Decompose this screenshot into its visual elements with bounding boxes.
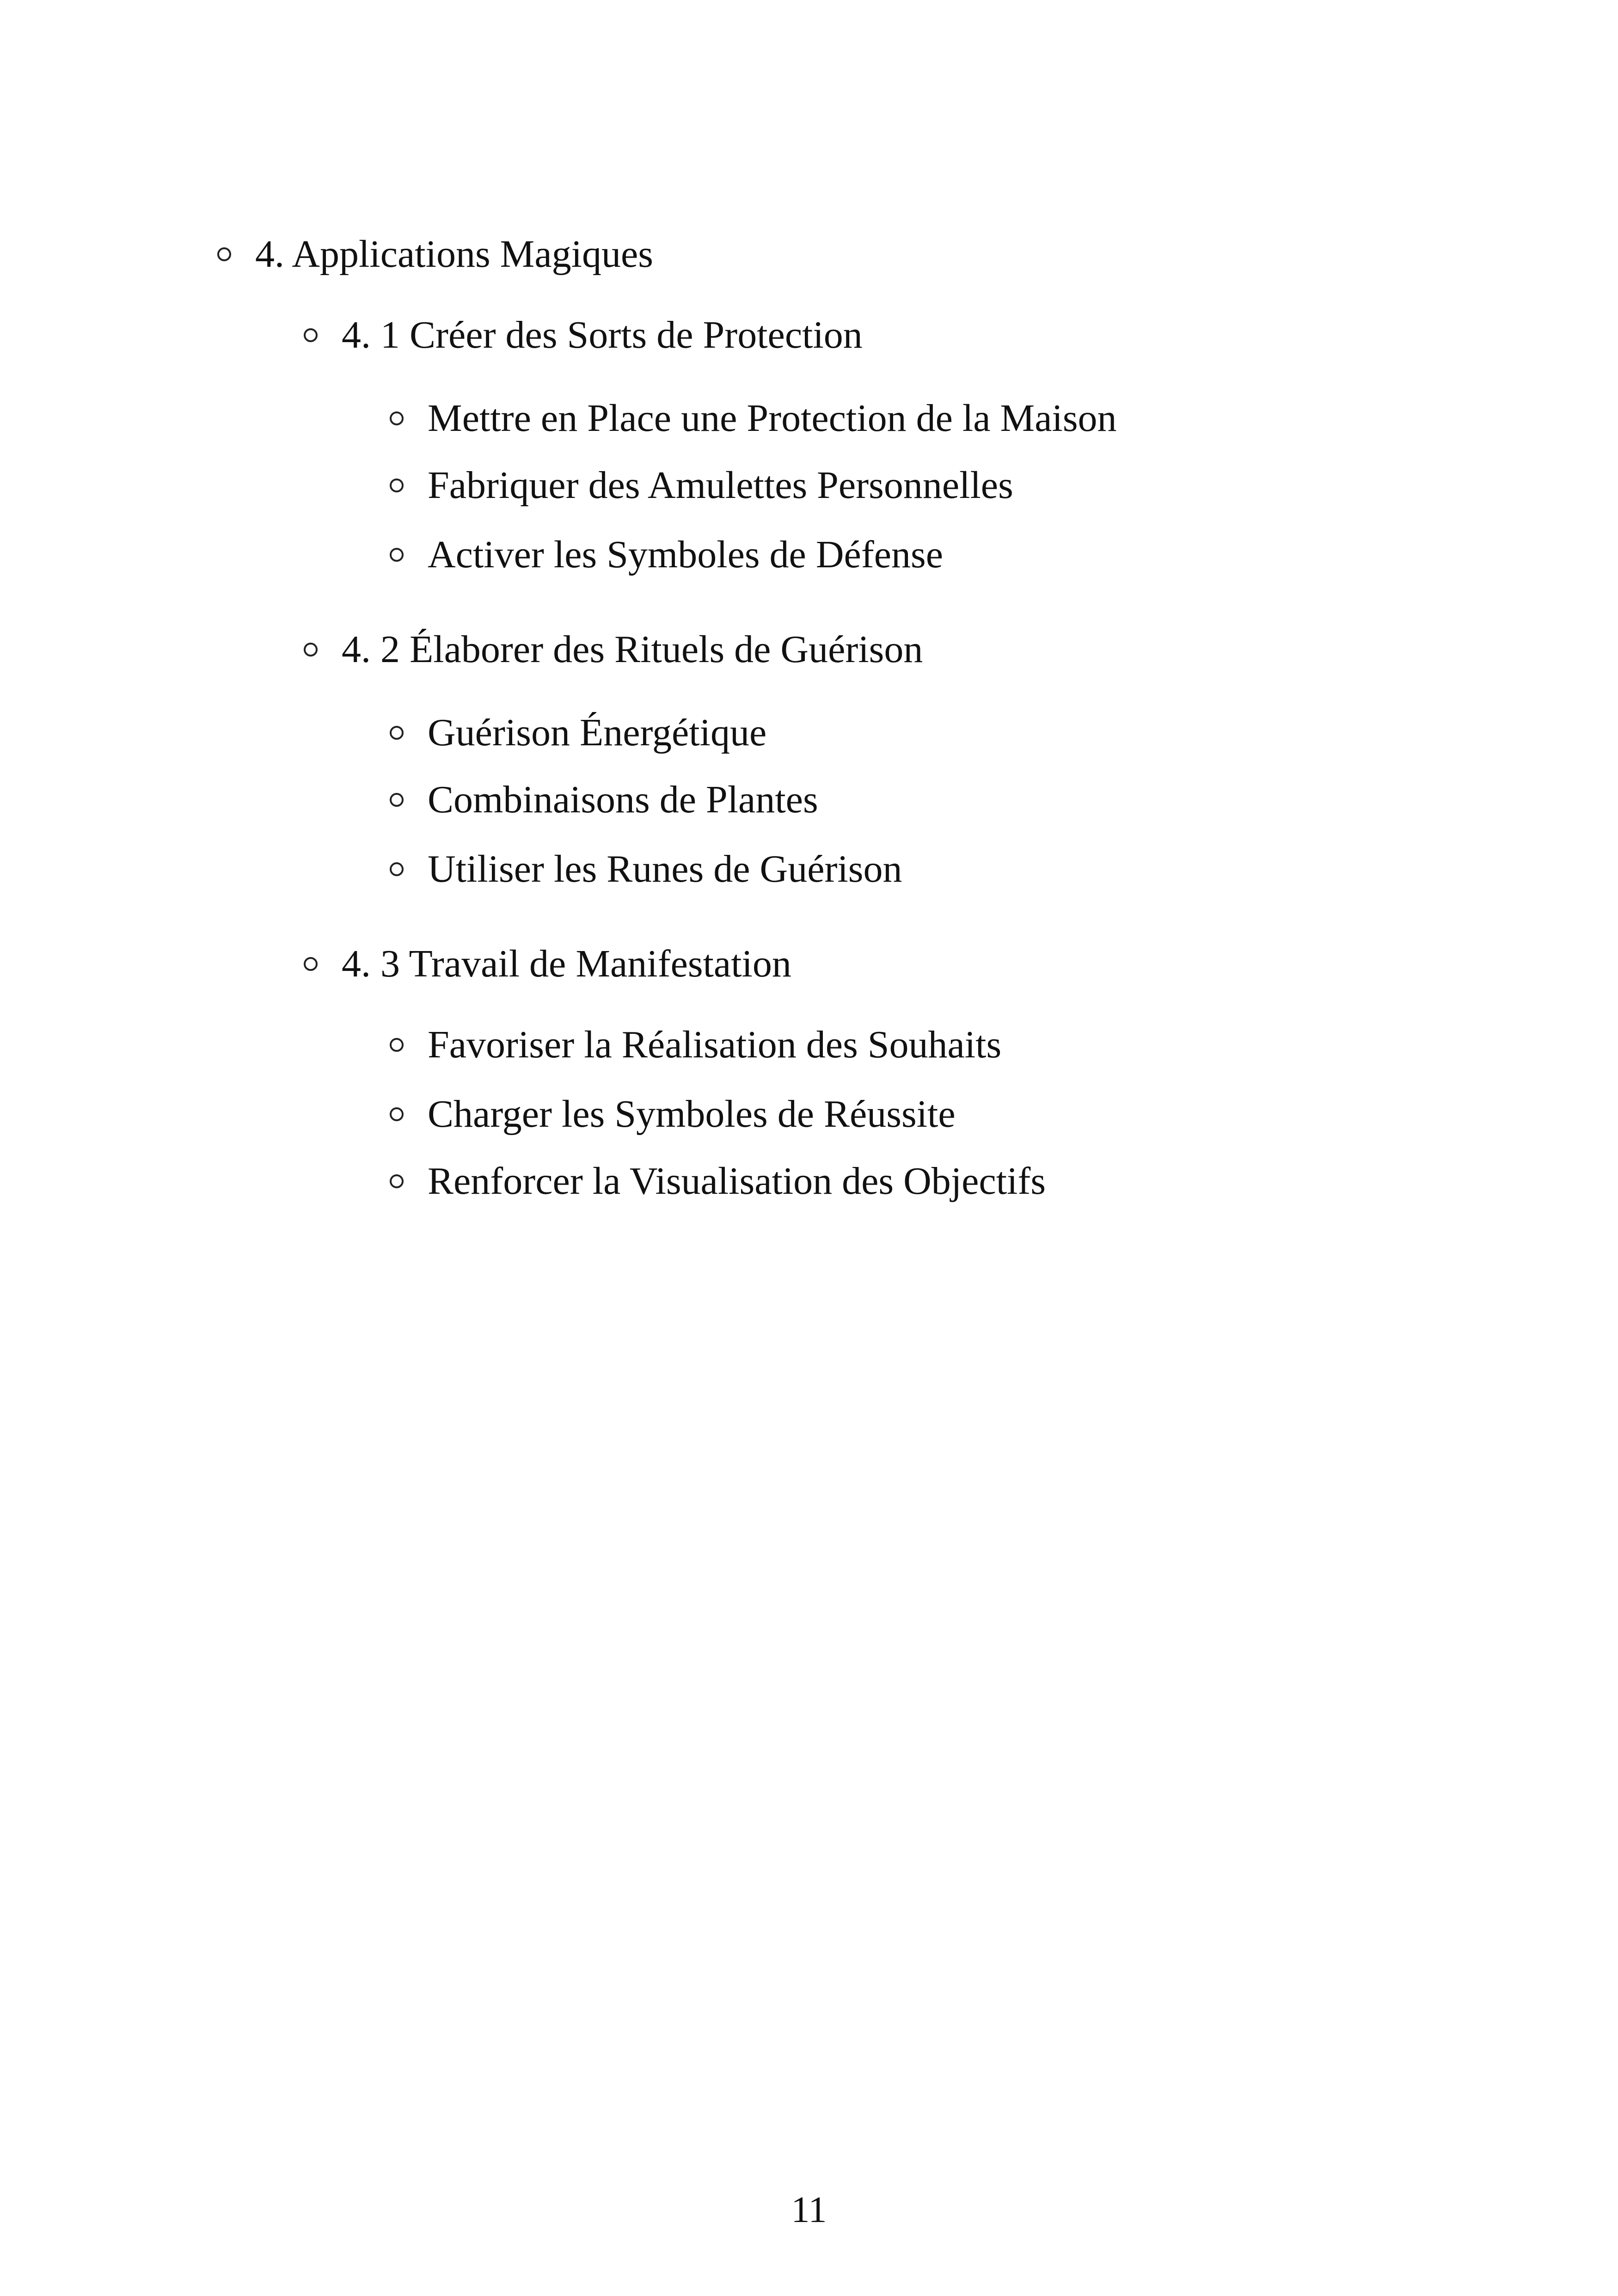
hollow-circle-bullet-icon: [390, 1107, 404, 1121]
list-item-text: Fabriquer des Amulettes Personnelles: [428, 464, 1013, 507]
hollow-circle-bullet-icon: [390, 548, 404, 562]
hollow-circle-bullet-icon: [390, 793, 404, 807]
hollow-circle-bullet-icon: [390, 479, 404, 492]
list-item: [390, 846, 902, 892]
list-item: [390, 532, 943, 578]
section-title-text: 4. 3 Travail de Manifestation: [342, 942, 791, 985]
section-title-text: 4. 1 Créer des Sorts de Protection: [342, 313, 863, 356]
list-item: [390, 1022, 1001, 1068]
list-item: [390, 710, 766, 756]
section-title-text: 4. 2 Élaborer des Rituels de Guérison: [342, 628, 923, 671]
list-item-text: Activer les Symboles de Défense: [428, 533, 944, 576]
list-item-text: Favoriser la Réalisation des Souhaits: [428, 1023, 1002, 1066]
hollow-circle-bullet-icon: [390, 411, 404, 425]
list-item-text: Renforcer la Visualisation des Objectifs: [428, 1160, 1046, 1203]
hollow-circle-bullet-icon: [390, 862, 404, 876]
list-item-text: Guérison Énergétique: [428, 711, 767, 754]
list-item-text: Mettre en Place une Protection de la Maison: [428, 397, 1117, 440]
section-title: [304, 941, 791, 987]
list-item-text: Utiliser les Runes de Guérison: [428, 847, 902, 890]
list-item: [390, 395, 1117, 442]
list-item: [390, 1158, 1046, 1204]
hollow-circle-bullet-icon: [304, 643, 318, 657]
list-item: [390, 462, 1013, 509]
hollow-circle-bullet-icon: [390, 726, 404, 740]
hollow-circle-bullet-icon: [304, 328, 318, 342]
list-item-text: Charger les Symboles de Réussite: [428, 1093, 956, 1136]
hollow-circle-bullet-icon: [304, 957, 318, 971]
section-title: [304, 626, 923, 673]
hollow-circle-bullet-icon: [390, 1174, 404, 1188]
hollow-circle-bullet-icon: [217, 247, 231, 261]
list-item: [390, 1091, 956, 1137]
page-number: 11: [791, 2190, 827, 2230]
list-item: [390, 777, 818, 823]
list-item-text: Combinaisons de Plantes: [428, 778, 818, 821]
hollow-circle-bullet-icon: [390, 1038, 404, 1052]
outline-heading: [217, 231, 653, 277]
outline-heading-text: 4. Applications Magiques: [255, 233, 653, 276]
section-title: [304, 312, 863, 358]
